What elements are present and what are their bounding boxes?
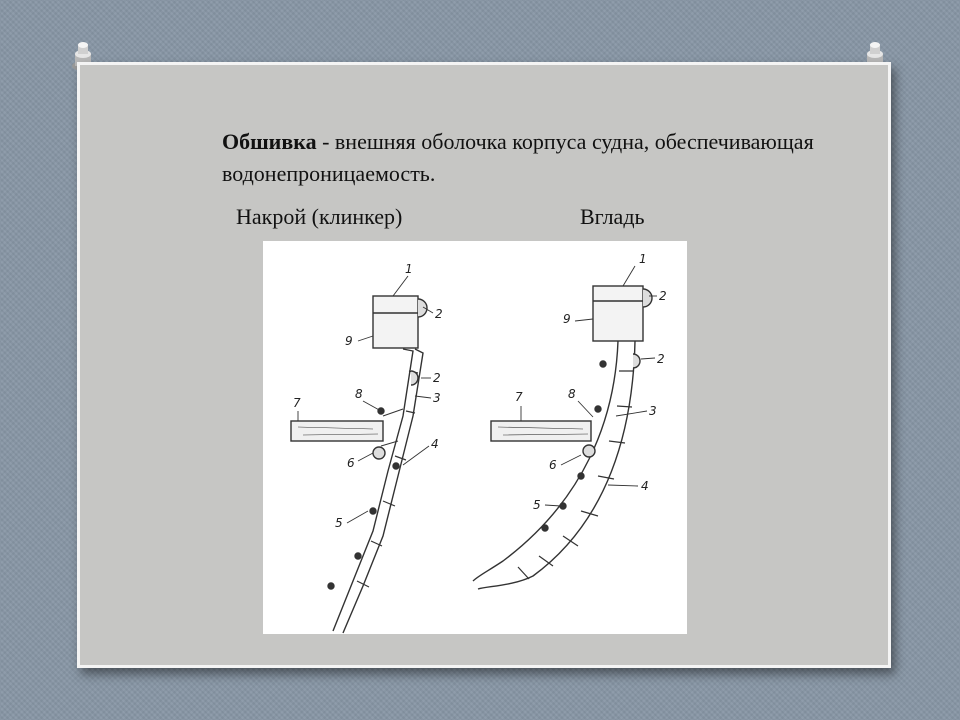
callout-label: 1 — [405, 262, 413, 276]
heading-term: Обшивка — [222, 129, 317, 154]
callout-label: 6 — [549, 458, 557, 472]
callout-label: 2 — [433, 371, 441, 385]
callout-label: 9 — [563, 312, 571, 326]
callout-label: 1 — [639, 252, 647, 266]
slide-heading — [222, 126, 842, 190]
callout-label: 6 — [347, 456, 355, 470]
callout-label: 7 — [515, 390, 523, 404]
clinker-section — [291, 276, 433, 633]
callout-label: 3 — [649, 404, 657, 418]
callout-label: 2 — [659, 289, 667, 303]
label-clinker: Накрой (клинкер) — [236, 204, 403, 229]
callout-label: 5 — [335, 516, 343, 530]
callout-label: 3 — [433, 391, 441, 405]
heading-definition: - внешняя оболочка корпуса судна, обеспечивающая водонепроницаемость. — [222, 129, 814, 186]
callout-label: 4 — [641, 479, 649, 493]
callout-label: 9 — [345, 334, 353, 348]
callout-label: 8 — [568, 387, 576, 401]
planking-diagram — [263, 241, 687, 634]
callout-label: 2 — [657, 352, 665, 366]
callout-label: 2 — [435, 307, 443, 321]
callout-label: 8 — [355, 387, 363, 401]
callout-label: 5 — [533, 498, 541, 512]
label-carvel: Вгладь — [580, 204, 645, 229]
callout-label: 7 — [293, 396, 301, 410]
callout-label: 4 — [431, 437, 439, 451]
